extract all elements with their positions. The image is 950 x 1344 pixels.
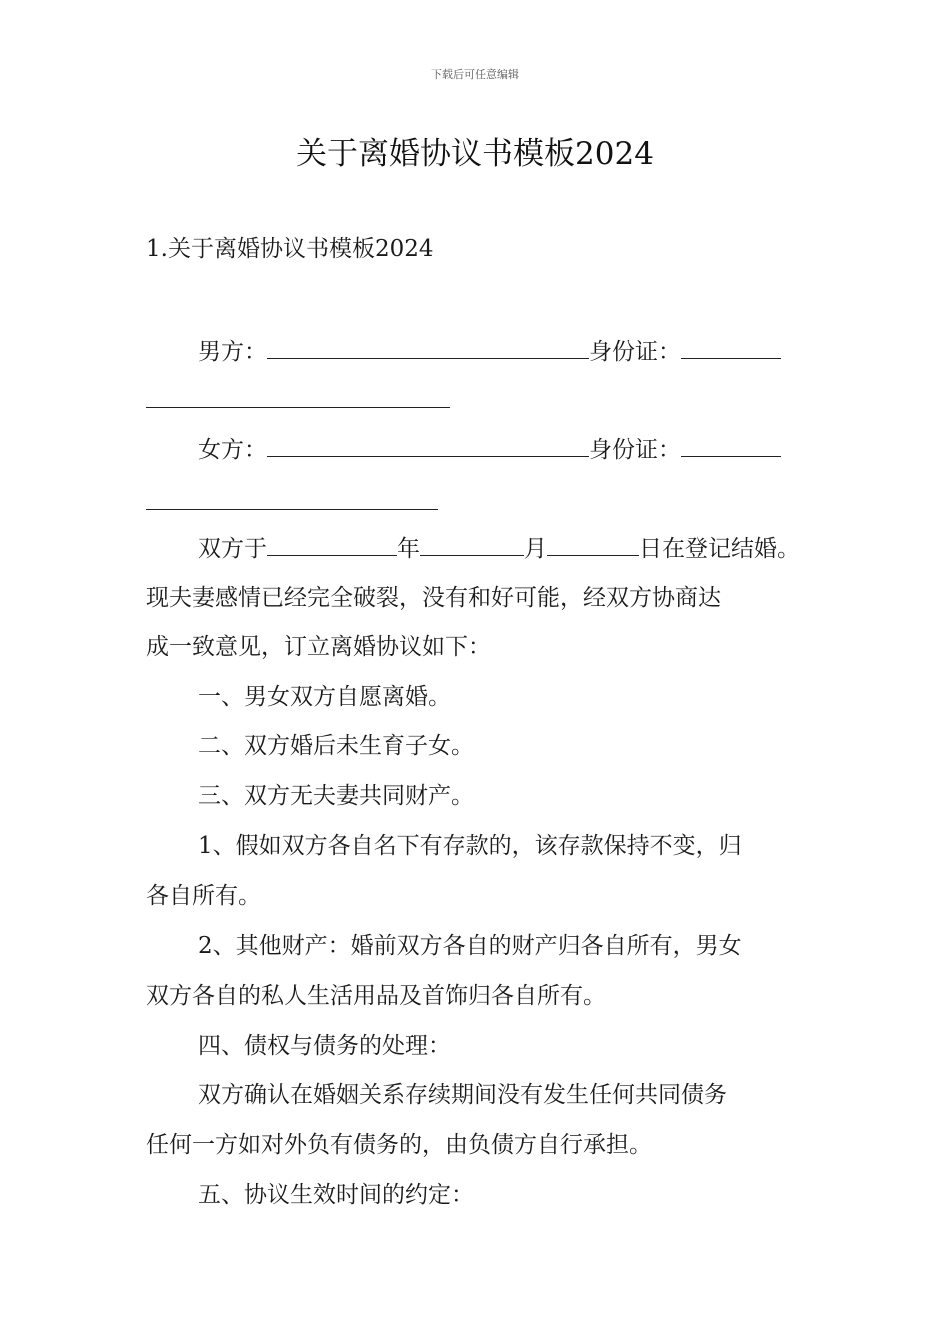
clause-1: 一、男女双方自愿离婚。 bbox=[198, 684, 451, 710]
marriage-prefix: 双方于 bbox=[198, 536, 267, 562]
female-id-blank bbox=[681, 434, 781, 457]
clause-3: 三、双方无夫妻共同财产。 bbox=[198, 783, 474, 809]
section-heading: 1.关于离婚协议书模板2024 bbox=[146, 236, 434, 262]
male-info-line bbox=[198, 336, 878, 367]
male-id-label: 身份证： bbox=[589, 339, 681, 365]
female-id-blank-continued bbox=[146, 509, 438, 510]
header-note: 下载后可任意编辑 bbox=[431, 68, 519, 81]
year-label: 年 bbox=[397, 536, 420, 562]
paragraph-line: 成一致意见，订立离婚协议如下： bbox=[146, 634, 491, 660]
male-label: 男方： bbox=[198, 339, 267, 365]
month-blank bbox=[420, 533, 524, 556]
item-2-line: 2、其他财产：婚前双方各自的财产归各自所有，男女 bbox=[198, 933, 742, 959]
day-blank bbox=[547, 533, 639, 556]
marriage-date-line bbox=[198, 533, 878, 564]
male-name-blank bbox=[267, 336, 589, 359]
male-id-blank-continued bbox=[146, 407, 450, 408]
clause-5: 五、协议生效时间的约定： bbox=[198, 1182, 474, 1208]
item-1-line: 1、假如双方各自名下有存款的，该存款保持不变，归 bbox=[198, 833, 742, 859]
paragraph-line: 现夫妻感情已经完全破裂，没有和好可能，经双方协商达 bbox=[146, 585, 721, 611]
clause-4: 四、债权与债务的处理： bbox=[198, 1033, 451, 1059]
female-id-label: 身份证： bbox=[589, 437, 681, 463]
debt-line: 双方确认在婚姻关系存续期间没有发生任何共同债务 bbox=[198, 1082, 727, 1108]
item-2-line: 双方各自的私人生活用品及首饰归各自所有。 bbox=[146, 983, 606, 1009]
year-blank bbox=[267, 533, 397, 556]
month-label: 月 bbox=[524, 536, 547, 562]
female-info-line bbox=[198, 434, 878, 465]
clause-2: 二、双方婚后未生育子女。 bbox=[198, 733, 474, 759]
male-id-blank bbox=[681, 336, 781, 359]
marriage-suffix: 日在登记结婚。 bbox=[639, 536, 800, 562]
female-label: 女方： bbox=[198, 437, 267, 463]
item-1-line: 各自所有。 bbox=[146, 883, 261, 909]
debt-line: 任何一方如对外负有债务的，由负债方自行承担。 bbox=[146, 1132, 652, 1158]
document-title: 关于离婚协议书模板2024 bbox=[296, 136, 654, 172]
female-name-blank bbox=[267, 434, 589, 457]
